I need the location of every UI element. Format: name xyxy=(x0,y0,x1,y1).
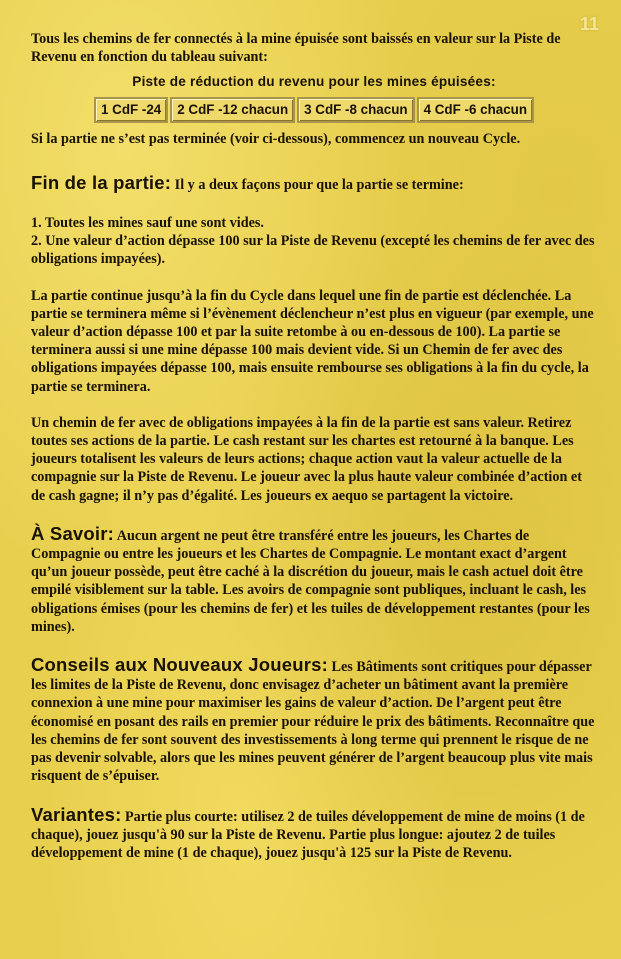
a-savoir-heading: À Savoir: xyxy=(31,522,115,544)
end-game-paragraph-1: La partie continue jusqu’à la fin du Cycle dans lequel une fin de partie est déclenchée. La partie se terminera même si l’évènement déclencheur n’est plus en vigueur (par exemple, une valeur d’action dépasse 100 et par la suite retombe à ou en-dessous de 100). La partie se terminera aussi si une mine dépasse 100 mais devient vide. Si un Chemin de fer avec des obligations impayées dépasse 100, mais ensuite rembourse ses obligations à la fin du cycle, la partie se terminera. xyxy=(31,287,594,395)
variantes-text: Partie plus courte: utilisez 2 de tuiles développement de mine de moins (1 de chaque), jouez jusqu'à 90 sur la Piste de Revenu. Partie plus longue: ajoutez 2 de tuiles développement de mine (1 de chaque), jouez jusqu'à 125 sur la Piste de Revenu. xyxy=(31,808,585,861)
variantes-heading: Variantes: xyxy=(31,803,122,825)
reduction-cell-4: 4 CdF -6 chacun xyxy=(417,97,534,123)
conseils-section xyxy=(31,656,597,785)
new-cycle-paragraph: Si la partie ne s’est pas terminée (voir ci-dessous), commencez un nouveau Cycle. xyxy=(31,130,521,147)
end-game-paragraph-2: Un chemin de fer avec de obligations impayées à la fin de la partie est sans valeur. Retirez toutes ses actions de la partie. Le cash restant sur les chartes est retourné à la banque. Les joueurs totalisent les valeurs de leurs actions; chaque action vaut la valeur actuelle de la compagnie sur la Piste de Revenu. Le joueur avec la plus haute valeur combinée d’action et de cash gagne; il n’y pas d’égalité. Les joueurs ex aequo se partagent la victoire. xyxy=(31,414,582,504)
conseils-heading: Conseils aux Nouveaux Joueurs: xyxy=(31,654,328,676)
rules-page-content xyxy=(31,30,597,862)
intro-paragraph: Tous les chemins de fer connectés à la mine épuisée sont baissés en valeur sur la Piste de Revenu en fonction du tableau suivant: xyxy=(31,31,561,66)
reduction-table-title: Piste de réduction du revenu pour les mines épuisées: xyxy=(132,74,496,90)
end-game-heading: Fin de la partie: xyxy=(31,172,172,194)
end-game-section xyxy=(31,172,597,505)
page-number: 11 xyxy=(579,14,599,34)
end-game-lead: Il y a deux façons pour que la partie se termine: xyxy=(174,177,464,194)
variantes-section xyxy=(31,803,597,863)
reduction-cell-3: 3 CdF -8 chacun xyxy=(297,97,414,123)
conseils-text: Les Bâtiments sont critiques pour dépasser les limites de la Piste de Revenu, donc envisagez d’acheter un bâtiment avant la première connexion à une mine pour maximiser les gains de valeur d’action. De l’argent peut être économisé en posant des rails en premier pour réduire le prix des bâtiments. Reconnaître que les chemins de fer sont souvent des investissements à long terme qui prennent le risque de ne pas devenir solvable, alors que les mines peuvent générer de l’argent beaucoup plus vite mais risquent de s’épuiser. xyxy=(31,659,595,785)
a-savoir-section xyxy=(31,522,597,636)
end-game-item-2: 2. Une valeur d’action dépasse 100 sur la Piste de Revenu (excepté les chemins de fer avec des obligations impayées). xyxy=(31,233,595,268)
a-savoir-text: Aucun argent ne peut être transféré entre les joueurs, les Chartes de Compagnie ou entre les joueurs et les Chartes de Compagnie. Le montant exact d’argent qu’un joueur possède, peut être caché à la discrétion du joueur, mais le cash actuel doit être empilé visiblement sur la table. Les avoirs de compagnie sont publiques, incluant le cash, les obligations émises (pour les chemins de fer) et les tuiles de développement restantes (pour les mines). xyxy=(31,527,590,635)
end-game-item-1: 1. Toutes les mines sauf une sont vides. xyxy=(31,215,264,232)
reduction-table xyxy=(31,97,597,123)
reduction-cell-1: 1 CdF -24 xyxy=(94,97,168,123)
reduction-cell-2: 2 CdF -12 chacun xyxy=(170,97,295,123)
